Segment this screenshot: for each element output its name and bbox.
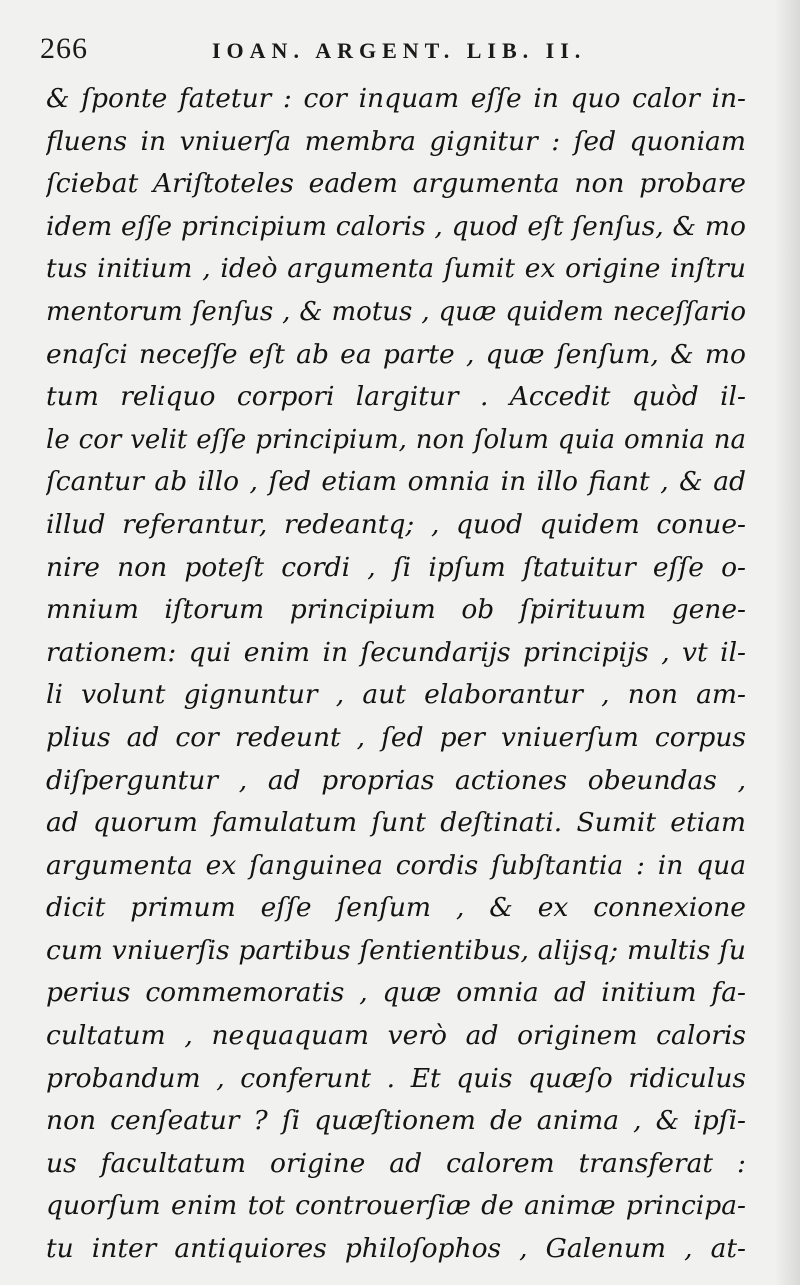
page-number: 266 xyxy=(40,32,88,65)
text-line: ad quorum famulatum ſunt deſtinati. Sumit etiam xyxy=(46,807,746,839)
text-line: & ſponte fatetur : cor inquam eſſe in quo calor in- xyxy=(46,83,746,114)
text-line: argumenta ex ſanguinea cordis ſubſtantia : in qua xyxy=(46,849,746,881)
text-line: idem eſſe principium caloris , quod eſt ſenſus, & mo xyxy=(46,210,746,242)
text-line: non cenſeatur ? ſi quæſtionem de anima , & ipſi- xyxy=(46,1105,746,1137)
text-line: enaſci neceſſe eſt ab ea parte , quæ ſenſum, & mo xyxy=(46,338,746,370)
text-line: rationem: qui enim in ſecundarijs principijs , vt il- xyxy=(46,636,746,668)
text-line: nire non poteſt cordi , ſi ipſum ſtatuitur eſſe o- xyxy=(46,551,746,583)
text-line: ſciebat Ariſtoteles eadem argumenta non probare xyxy=(46,168,746,200)
text-line: quorſum enim tot controuerſiæ de animæ principa- xyxy=(46,1190,746,1222)
body-text xyxy=(46,78,746,1271)
text-line: mentorum ſenſus , & motus , quæ quidem neceſſario xyxy=(46,296,746,327)
text-line: le cor velit eſſe principium, non ſolum quia omnia na xyxy=(46,424,746,455)
text-line: tus initium , ideò argumenta ſumit ex origine inſtru xyxy=(46,253,746,285)
running-head: IOAN. ARGENT. LIB. II. xyxy=(212,38,587,63)
text-line: dicit primum eſſe ſenſum , & ex connexione xyxy=(46,892,746,924)
text-line: diſperguntur , ad proprias actiones obeundas , xyxy=(46,764,746,796)
text-line: tum reliquo corpori largitur . Accedit quòd il- xyxy=(46,381,746,413)
text-line: li volunt gignuntur , aut elaborantur , non am- xyxy=(46,679,746,711)
text-line: mnium iſtorum principium ob ſpirituum gene- xyxy=(46,594,746,626)
text-line: fluens in vniuerſa membra gignitur : ſed quoniam xyxy=(46,125,746,157)
text-line: ſcantur ab illo , ſed etiam omnia in illo fiant , & ad xyxy=(46,466,746,498)
text-line: tu inter antiquiores philoſophos , Galenum , at- xyxy=(46,1233,746,1265)
text-line: probandum , conferunt . Et quis quæſo ridiculus xyxy=(46,1062,746,1094)
page-header xyxy=(40,32,740,76)
text-line: illud referantur, redeantq; , quod quidem conue- xyxy=(46,508,746,540)
text-line: us facultatum origine ad calorem transferat : xyxy=(46,1147,746,1179)
text-line: cum vniuerſis partibus ſentientibus, alijsq; multis ſu xyxy=(46,934,746,966)
page-edge-shadow xyxy=(774,0,800,1285)
text-line: plius ad cor redeunt , ſed per vniuerſum corpus xyxy=(46,721,746,753)
text-line: perius commemoratis , quæ omnia ad initium fa- xyxy=(46,977,746,1009)
text-line: cultatum , nequaquam verò ad originem caloris xyxy=(46,1020,746,1052)
